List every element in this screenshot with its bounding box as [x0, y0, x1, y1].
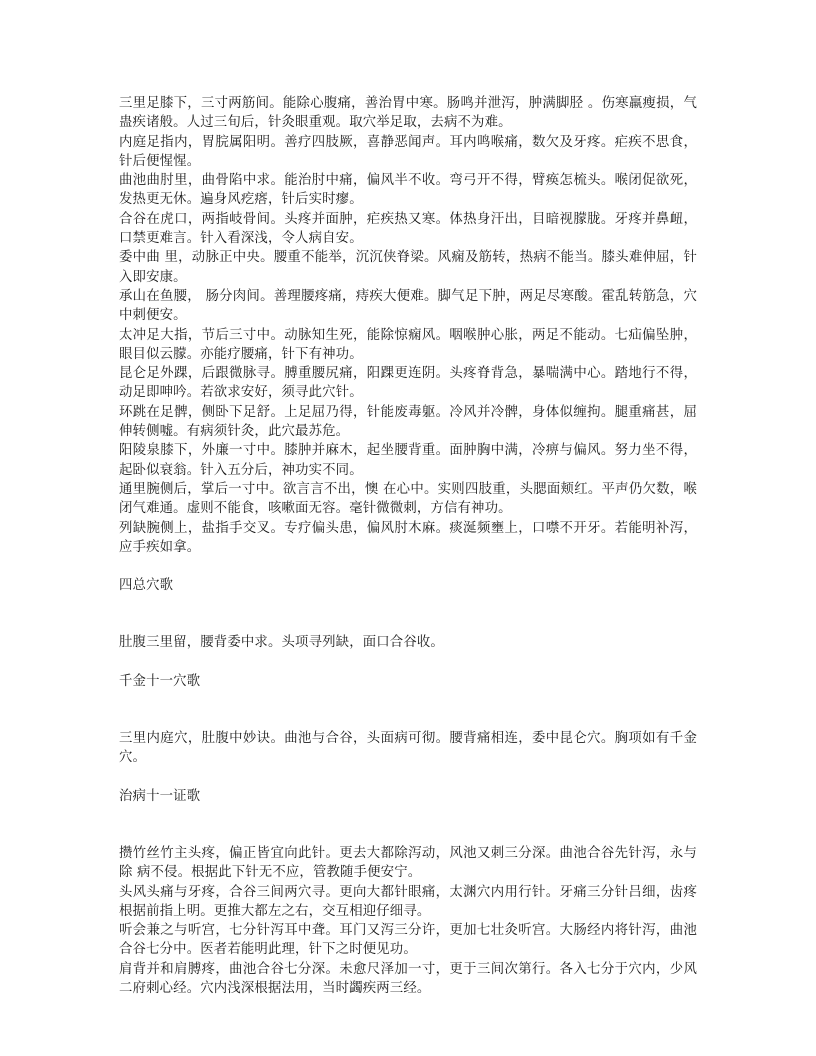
section-heading: 千金十一穴歌	[119, 673, 201, 689]
verse-paragraph: 太冲足大指，节后三寸中。动脉知生死，能除惊痫风。咽喉肿心胀，两足不能动。七疝偏坠肿，眼目似云朦。亦能疗腰痛，针下有神功。	[119, 327, 697, 362]
section-eleven-syndromes	[119, 787, 697, 999]
verse-paragraph: 肩背并和肩膊疼，曲池合谷七分深。未愈尺泽加一寸，更于三间次第行。各入七分于穴内，少风二府刺心经。穴内浅深根据法用，当时蠲疾两三经。	[119, 961, 697, 996]
verse-paragraph: 昆仑足外踝，后跟微脉寻。膊重腰尻痛，阳踝更连阴。头疼脊背急，暴喘满中心。踏地行不得，动足即呻吟。若欲求安好，须寻此穴针。	[119, 366, 697, 401]
verse-paragraph: 内庭足指内，胃脘属阳明。善疗四肢厥，喜静恶闻声。耳内鸣喉痛，数欠及牙疼。疟疾不思食，针后便惺惺。	[119, 134, 697, 169]
section-qianjin-eleven-points	[119, 672, 697, 768]
document-body	[119, 94, 697, 998]
section-heading: 治病十一证歌	[119, 788, 201, 804]
verse-paragraph: 合谷在虎口，两指岐骨间。头疼并面肿，疟疾热又寒。体热身汗出，目暗视朦胧。牙疼并鼻衄，口禁更难言。针入看深浅，令人病自安。	[119, 211, 697, 247]
verse-paragraph: 听会兼之与听宫，七分针泻耳中聋。耳门又泻三分许，更加七壮灸听宫。大肠经内将针泻，曲池合谷七分中。医者若能明此理，针下之时便见功。	[119, 923, 697, 958]
verse-paragraph: 环跳在足髀，侧卧下足舒。上足屈乃得，针能废毒躯。冷风并冷髀，身体似缠拘。腿重痛甚，屈伸转侧嘘。有病须针灸，此穴最苏危。	[119, 404, 697, 440]
section-four-command-points	[119, 576, 697, 653]
verse-paragraph: 通里腕侧后，掌后一寸中。欲言言不出，懊 在心中。实则四肢重，头腮面颊红。平声仍欠数，喉闭气难通。虚则不能食，咳嗽面无容。毫针微微刺，方信有神功。	[119, 481, 697, 517]
verse-paragraph: 三里内庭穴，肚腹中妙诀。曲池与合谷，头面病可彻。腰背痛相连，委中昆仑穴。胸项如有千金穴。	[119, 731, 697, 766]
verse-paragraph: 列缺腕侧上，盐指手交叉。专疗偏头患，偏风肘木麻。痰涎频壅上，口噤不开牙。若能明补泻，应手疾如拿。	[119, 520, 697, 555]
verse-paragraph: 委中曲 里，动脉正中央。腰重不能举，沉沉侠脊梁。风痫及筋转，热病不能当。膝头难伸屈，针入即安康。	[119, 250, 697, 285]
section-heading: 四总穴歌	[119, 578, 174, 594]
verse-paragraph: 承山在鱼腰， 肠分肉间。善理腰疼痛，痔疾大便难。脚气足下肿，两足尽寒酸。霍乱转筋急，穴中刺便安。	[119, 288, 697, 324]
verse-paragraph: 三里足膝下，三寸两筋间。能除心腹痛，善治胃中寒。肠鸣并泄泻，肿满脚胫 。伤寒羸瘦损，气蛊疾诸般。人过三旬后，针灸眼重观。取穴举足取，去病不为难。	[119, 96, 697, 131]
verse-paragraph: 曲池曲肘里，曲骨陷中求。能治肘中痛，偏风半不收。弯弓开不得，臂痪怎梳头。喉闭促欲死，发热更无休。遍身风疙瘩，针后实时瘳。	[119, 173, 697, 208]
verse-paragraph: 肚腹三里留，腰背委中求。头项寻列缺，面口合谷收。	[119, 635, 444, 651]
verse-paragraph: 头风头痛与牙疼，合谷三间两穴寻。更向大都针眼痛，太渊穴内用行针。牙痛三分针吕细，齿疼根据前指上明。更推大都左之右，交互相迎仔细寻。	[119, 884, 697, 919]
verse-paragraph: 攒竹丝竹主头疼，偏正皆宜向此针。更去大都除泻动，风池又刺三分深。曲池合谷先针泻，永与除 病不侵。根据此下针无不应，管教随手便安宁。	[119, 845, 697, 881]
section-acupoint-verses	[119, 94, 697, 557]
verse-paragraph: 阳陵泉膝下，外廉一寸中。膝肿并麻木，起坐腰背重。面肿胸中满，冷痹与偏风。努力坐不得，起卧似衰翁。针入五分后，神功实不同。	[119, 443, 697, 478]
